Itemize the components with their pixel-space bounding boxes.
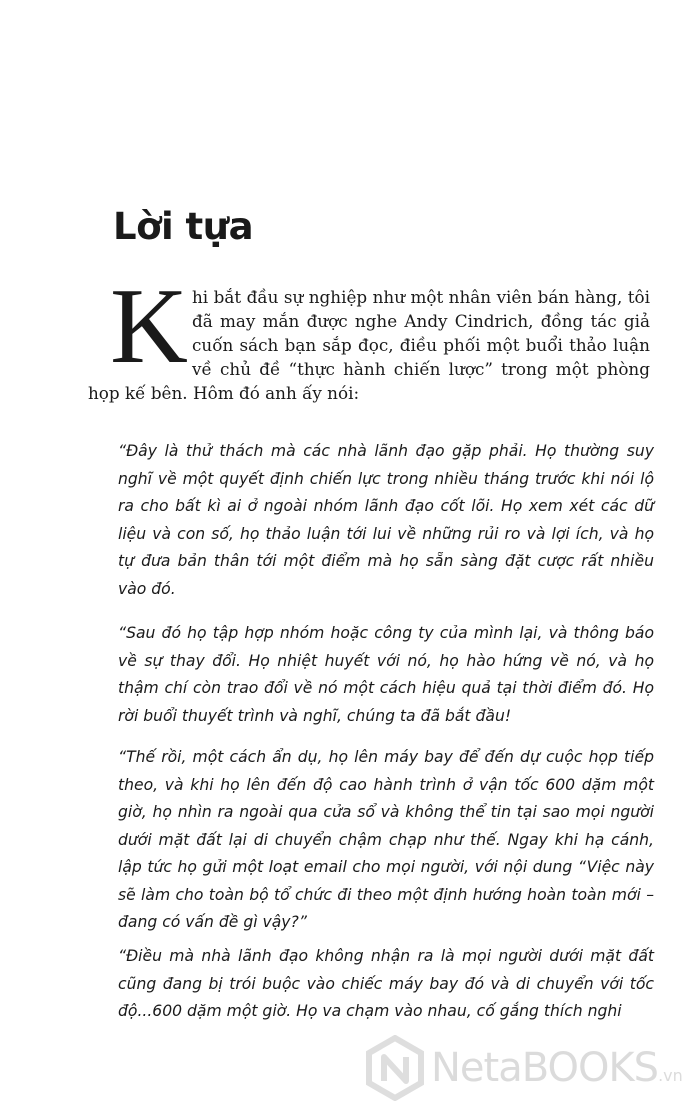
quote-paragraph-1: “Đây là thử thách mà các nhà lãnh đạo gặp phải. Họ thường suy nghĩ về một quyết định chiến lực trong nhiều tháng trước khi nói lộ ra cho bất kì ai ở ngoài nhóm lãnh đạo cốt lõi. Họ xem xét các dữ liệu và con số, họ thảo luận tới lui về những rủi ro và lợi ích, và họ tự đưa bản thân tới một điểm mà họ sẵn sàng đặt cược rất nhiều vào đó. (118, 442, 654, 598)
intro-text: hi bắt đầu sự nghiệp như một nhân viên bán hàng, tôi đã may mắn được nghe Andy Cindrich, đồng tác giả cuốn sách bạn sắp đọc, điều phối một buổi thảo luận về chủ đề “thực hành chiến lược” trong một phòng họp kế bên. Hôm đó anh ấy nói: (88, 287, 650, 403)
watermark (365, 1035, 695, 1107)
quote-paragraph-4: “Điều mà nhà lãnh đạo không nhận ra là mọi người dưới mặt đất cũng đang bị trói buộc vào chiếc máy bay đó và di chuyển với tốc độ...600 dặm một giờ. Họ va chạm vào nhau, cố gắng thích nghi (118, 947, 654, 1020)
page-title: Lời tựa (113, 205, 254, 248)
netabooks-logo-icon (365, 1035, 425, 1106)
quote-paragraph-2: “Sau đó họ tập hợp nhóm hoặc công ty của mình lại, và thông báo về sự thay đổi. Họ nhiệt huyết với nó, họ hào hứng về nó, và họ thậm chí còn trao đổi về nó một cách hiệu quả tại thời điểm đó. Họ rời buổi thuyết trình và nghĩ, chúng ta đã bắt đầu! (118, 624, 654, 725)
drop-cap: K (110, 267, 188, 386)
quote-paragraph-3: “Thế rồi, một cách ẩn dụ, họ lên máy bay để đến dự cuộc họp tiếp theo, và khi họ lên đến độ cao hành trình ở vận tốc 600 dặm một giờ, họ nhìn ra ngoài qua cửa sổ và không thể tin tại sao mọi người dưới mặt đất lại di chuyển chậm chạp như thế. Ngay khi hạ cánh, lập tức họ gửi một loạt email cho mọi người, với nội dung “Việc này sẽ làm cho toàn bộ tổ chức đi theo một định hướng hoàn toàn mới – đang có vấn đề gì vậy?” (118, 748, 654, 931)
intro-paragraph (88, 267, 650, 405)
watermark-brand: NetaBOOKS.vn (431, 1045, 683, 1091)
